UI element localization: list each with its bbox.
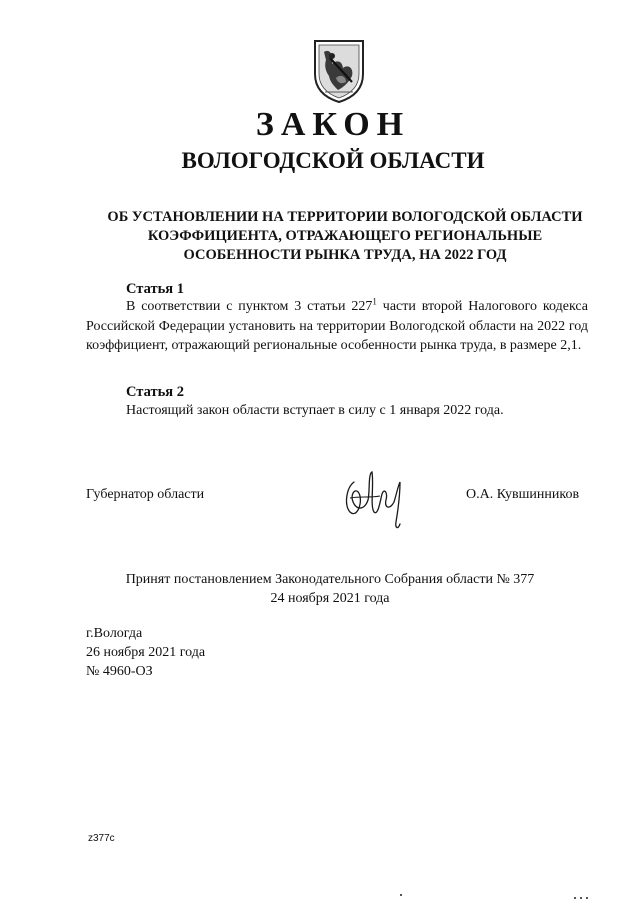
- handwritten-signature-icon: [340, 462, 420, 534]
- scan-artifact-dot: [574, 897, 576, 899]
- article-2-text: [86, 401, 588, 421]
- scan-artifact-dot: [400, 894, 402, 896]
- article-1-text-part-1: В соответствии с пунктом 3 статьи 227: [126, 299, 373, 314]
- document-title: ЗАКОН: [255, 106, 411, 143]
- governor-position: Губернатор области: [86, 487, 205, 502]
- article-1-title: Статья 1: [126, 281, 184, 297]
- article-1-text: [86, 297, 588, 356]
- scan-artifact-dot: [580, 897, 582, 899]
- article-1-text-part-2: части второй Налогового кодекса Российской Федерации установить на территории Вологодской области на 2022 год коэффициент, отражающий региональные особенности рынка труда, в размере 2,1.: [86, 299, 588, 353]
- article-2-paragraph: Настоящий закон области вступает в силу с 1 января 2022 года.: [126, 403, 504, 418]
- adoption-line-1: Принят постановлением Законодательного Собрания области № 377: [125, 572, 535, 587]
- scan-artifact-dot: [586, 897, 588, 899]
- document-subtitle: ВОЛОГОДСКОЙ ОБЛАСТИ: [181, 148, 485, 173]
- governor-name: О.А. Кувшинников: [466, 487, 580, 502]
- article-2-title: Статья 2: [126, 384, 184, 400]
- heading-line-1: ОБ УСТАНОВЛЕНИИ НА ТЕРРИТОРИИ ВОЛОГОДСКОЙ ОБЛАСТИ: [107, 209, 583, 225]
- law-number: № 4960-ОЗ: [86, 664, 153, 679]
- adoption-info: [0, 570, 640, 608]
- coat-of-arms-icon: [312, 38, 366, 104]
- heading-line-3: ОСОБЕННОСТИ РЫНКА ТРУДА, НА 2022 ГОД: [183, 247, 507, 263]
- law-heading: [80, 208, 610, 265]
- place-date-number: [86, 624, 205, 681]
- place-city: г.Вологда: [86, 626, 143, 641]
- adoption-line-2: 24 ноября 2021 года: [270, 591, 390, 606]
- place-date: 26 ноября 2021 года: [86, 645, 206, 660]
- heading-line-2: КОЭФФИЦИЕНТА, ОТРАЖАЮЩЕГО РЕГИОНАЛЬНЫЕ: [147, 228, 543, 244]
- article-1-superscript: 1: [372, 296, 377, 307]
- document-code: z377c: [88, 833, 115, 844]
